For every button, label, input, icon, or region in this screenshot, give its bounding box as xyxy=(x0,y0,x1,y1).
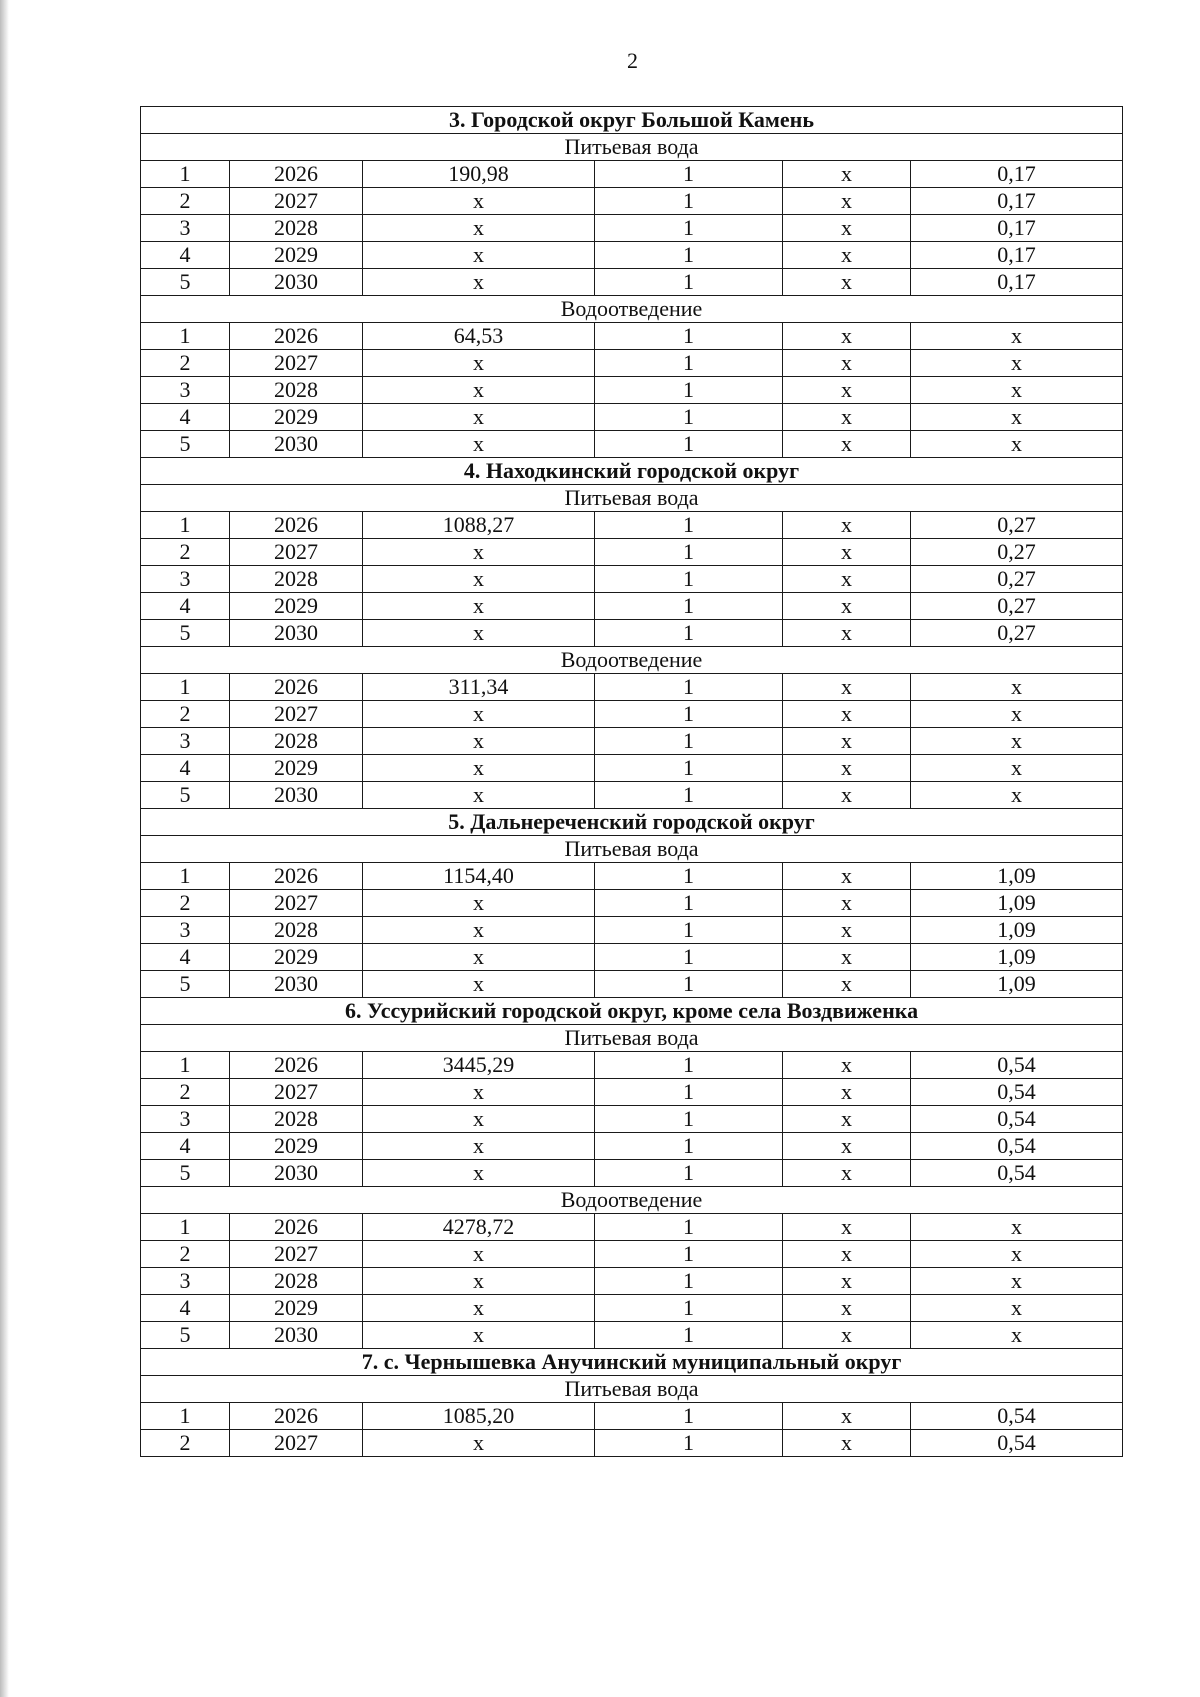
table-cell: 2026 xyxy=(230,1052,363,1079)
table-row xyxy=(141,890,1123,917)
table-cell: x xyxy=(363,1106,595,1133)
table-cell: 0,27 xyxy=(911,566,1123,593)
table-cell: 2026 xyxy=(230,1214,363,1241)
section-header-row xyxy=(141,998,1123,1025)
table-row xyxy=(141,971,1123,998)
table-cell: 1 xyxy=(595,1403,783,1430)
table-cell: 2 xyxy=(141,350,230,377)
table-row xyxy=(141,1403,1123,1430)
table-cell: 2026 xyxy=(230,161,363,188)
table-cell: 4 xyxy=(141,1295,230,1322)
table-cell: 2030 xyxy=(230,431,363,458)
table-cell: 1 xyxy=(595,917,783,944)
table-cell: 4 xyxy=(141,1133,230,1160)
table-cell: 3 xyxy=(141,1268,230,1295)
table-cell: x xyxy=(363,188,595,215)
table-cell: 4 xyxy=(141,944,230,971)
table-cell: x xyxy=(783,1214,911,1241)
table-cell: x xyxy=(911,350,1123,377)
table-cell: 0,54 xyxy=(911,1430,1123,1457)
table-cell: x xyxy=(363,431,595,458)
table-cell: x xyxy=(363,701,595,728)
table-cell: 1 xyxy=(595,323,783,350)
table-cell: x xyxy=(363,971,595,998)
table-cell: 2 xyxy=(141,701,230,728)
table-cell: 1 xyxy=(595,1268,783,1295)
group-title: Водоотведение xyxy=(141,296,1123,323)
table-cell: 2028 xyxy=(230,728,363,755)
table-cell: 1,09 xyxy=(911,971,1123,998)
table-cell: 1 xyxy=(595,1241,783,1268)
table-cell: 1 xyxy=(595,1214,783,1241)
scan-edge xyxy=(0,0,9,1697)
table-row xyxy=(141,1160,1123,1187)
table-cell: x xyxy=(783,215,911,242)
table-cell: 1 xyxy=(595,1430,783,1457)
table-row xyxy=(141,161,1123,188)
table-cell: x xyxy=(783,1160,911,1187)
section-title: 6. Уссурийский городской округ, кроме села Воздвиженка xyxy=(141,998,1123,1025)
table-cell: 0,27 xyxy=(911,539,1123,566)
table-row xyxy=(141,242,1123,269)
table-cell: 5 xyxy=(141,269,230,296)
table-cell: x xyxy=(783,1079,911,1106)
table-cell: 1 xyxy=(595,242,783,269)
table-cell: 1 xyxy=(141,1052,230,1079)
group-title: Питьевая вода xyxy=(141,485,1123,512)
group-title: Питьевая вода xyxy=(141,836,1123,863)
table-cell: 2 xyxy=(141,890,230,917)
table-cell: 0,17 xyxy=(911,161,1123,188)
table-cell: 2026 xyxy=(230,863,363,890)
table-cell: 1 xyxy=(141,161,230,188)
group-header-row xyxy=(141,296,1123,323)
table-cell: 1 xyxy=(595,701,783,728)
table-cell: 2029 xyxy=(230,944,363,971)
table-cell: 1088,27 xyxy=(363,512,595,539)
table-cell: x xyxy=(783,863,911,890)
table-cell: 2030 xyxy=(230,620,363,647)
table-cell: 0,17 xyxy=(911,269,1123,296)
table-row xyxy=(141,566,1123,593)
table-cell: 2030 xyxy=(230,971,363,998)
table-cell: x xyxy=(783,1295,911,1322)
table-cell: 2030 xyxy=(230,1160,363,1187)
table-cell: 2029 xyxy=(230,1133,363,1160)
table-cell: 1 xyxy=(595,971,783,998)
table-cell: 2028 xyxy=(230,566,363,593)
table-cell: 1 xyxy=(595,620,783,647)
table-row xyxy=(141,377,1123,404)
table-cell: 0,54 xyxy=(911,1160,1123,1187)
group-title: Водоотведение xyxy=(141,1187,1123,1214)
section-header-row xyxy=(141,458,1123,485)
table-row xyxy=(141,917,1123,944)
table-cell: 5 xyxy=(141,1322,230,1349)
table-cell: 1 xyxy=(595,890,783,917)
table-cell: 1 xyxy=(595,755,783,782)
table-cell: 1 xyxy=(141,1214,230,1241)
table-cell: x xyxy=(363,1133,595,1160)
table-row xyxy=(141,944,1123,971)
table-cell: x xyxy=(911,674,1123,701)
table-cell: x xyxy=(363,215,595,242)
table-cell: 2026 xyxy=(230,674,363,701)
table-cell: 2027 xyxy=(230,1241,363,1268)
table-cell: x xyxy=(783,1322,911,1349)
section-title: 4. Находкинский городской округ xyxy=(141,458,1123,485)
table-row xyxy=(141,215,1123,242)
table-cell: x xyxy=(911,323,1123,350)
table-cell: x xyxy=(783,1106,911,1133)
table-cell: x xyxy=(911,404,1123,431)
table-cell: 1 xyxy=(595,1133,783,1160)
table-cell: 1 xyxy=(595,1322,783,1349)
table-cell: 1 xyxy=(595,1160,783,1187)
table-cell: 1 xyxy=(141,674,230,701)
table-cell: x xyxy=(783,782,911,809)
section-title: 3. Городской округ Большой Камень xyxy=(141,107,1123,134)
table-cell: 5 xyxy=(141,1160,230,1187)
table-cell: 4 xyxy=(141,242,230,269)
table-cell: 4 xyxy=(141,755,230,782)
table-cell: x xyxy=(363,755,595,782)
table-cell: 1 xyxy=(595,1079,783,1106)
table-cell: x xyxy=(363,944,595,971)
table-cell: 2029 xyxy=(230,1295,363,1322)
table-cell: 3 xyxy=(141,728,230,755)
table-cell: 2028 xyxy=(230,1106,363,1133)
table-cell: x xyxy=(911,728,1123,755)
table-cell: x xyxy=(911,1214,1123,1241)
table-cell: 2028 xyxy=(230,215,363,242)
table-cell: 2027 xyxy=(230,188,363,215)
table-cell: 3 xyxy=(141,566,230,593)
table-cell: x xyxy=(783,1052,911,1079)
table-cell: 0,27 xyxy=(911,593,1123,620)
table-row xyxy=(141,512,1123,539)
table-cell: 1 xyxy=(595,566,783,593)
table-row xyxy=(141,1295,1123,1322)
table-cell: x xyxy=(783,593,911,620)
group-header-row xyxy=(141,836,1123,863)
table-cell: 2027 xyxy=(230,1079,363,1106)
table-cell: 2029 xyxy=(230,242,363,269)
group-header-row xyxy=(141,1025,1123,1052)
table-cell: x xyxy=(911,431,1123,458)
table-cell: x xyxy=(783,971,911,998)
table-cell: 1,09 xyxy=(911,917,1123,944)
group-title: Питьевая вода xyxy=(141,1025,1123,1052)
table-row xyxy=(141,863,1123,890)
table-row xyxy=(141,1133,1123,1160)
group-header-row xyxy=(141,1187,1123,1214)
table-cell: x xyxy=(363,890,595,917)
table-cell: 1154,40 xyxy=(363,863,595,890)
table-cell: 1 xyxy=(595,539,783,566)
table-row xyxy=(141,350,1123,377)
table-cell: x xyxy=(783,917,911,944)
table-cell: 1 xyxy=(595,728,783,755)
table-row xyxy=(141,728,1123,755)
table-cell: 1 xyxy=(595,944,783,971)
table-cell: x xyxy=(911,1295,1123,1322)
table-cell: 5 xyxy=(141,782,230,809)
table-cell: 2 xyxy=(141,1241,230,1268)
table-cell: x xyxy=(783,1268,911,1295)
table-cell: 2 xyxy=(141,1079,230,1106)
table-cell: x xyxy=(363,566,595,593)
table-cell: 1,09 xyxy=(911,890,1123,917)
table-cell: x xyxy=(363,1079,595,1106)
group-header-row xyxy=(141,134,1123,161)
table-cell: 3445,29 xyxy=(363,1052,595,1079)
table-cell: x xyxy=(783,431,911,458)
table-cell: 4278,72 xyxy=(363,1214,595,1241)
table-cell: x xyxy=(363,1268,595,1295)
table-row xyxy=(141,1214,1123,1241)
table-cell: 3 xyxy=(141,917,230,944)
table-cell: 2028 xyxy=(230,1268,363,1295)
table-cell: 1 xyxy=(595,188,783,215)
table-row xyxy=(141,1268,1123,1295)
table-cell: 1085,20 xyxy=(363,1403,595,1430)
table-cell: x xyxy=(911,377,1123,404)
table-cell: x xyxy=(363,782,595,809)
table-cell: 0,17 xyxy=(911,188,1123,215)
table-cell: 1 xyxy=(595,431,783,458)
table-cell: 1 xyxy=(141,512,230,539)
group-header-row xyxy=(141,485,1123,512)
table-cell: 1 xyxy=(595,863,783,890)
table-cell: x xyxy=(911,755,1123,782)
table-cell: 2027 xyxy=(230,539,363,566)
table-cell: 1 xyxy=(595,674,783,701)
table-cell: x xyxy=(783,188,911,215)
table-cell: 2026 xyxy=(230,512,363,539)
group-header-row xyxy=(141,1376,1123,1403)
tariff-table xyxy=(140,106,1123,1457)
table-cell: 4 xyxy=(141,404,230,431)
table-row xyxy=(141,755,1123,782)
table-cell: x xyxy=(363,917,595,944)
group-title: Питьевая вода xyxy=(141,1376,1123,1403)
table-cell: 0,54 xyxy=(911,1052,1123,1079)
table-cell: 2028 xyxy=(230,377,363,404)
table-row xyxy=(141,539,1123,566)
section-header-row xyxy=(141,107,1123,134)
table-cell: x xyxy=(783,269,911,296)
table-cell: 190,98 xyxy=(363,161,595,188)
table-cell: x xyxy=(911,1322,1123,1349)
table-cell: x xyxy=(783,242,911,269)
table-cell: x xyxy=(783,566,911,593)
table-cell: x xyxy=(363,377,595,404)
table-cell: 1 xyxy=(595,215,783,242)
table-row xyxy=(141,782,1123,809)
table-cell: 2029 xyxy=(230,755,363,782)
table-cell: 311,34 xyxy=(363,674,595,701)
table-cell: x xyxy=(363,1430,595,1457)
table-cell: x xyxy=(363,242,595,269)
table-row xyxy=(141,674,1123,701)
table-cell: x xyxy=(363,728,595,755)
table-cell: 1 xyxy=(141,863,230,890)
table-cell: 1 xyxy=(595,1295,783,1322)
table-cell: x xyxy=(783,350,911,377)
table-cell: 2 xyxy=(141,1430,230,1457)
table-cell: x xyxy=(783,512,911,539)
table-cell: 3 xyxy=(141,1106,230,1133)
table-cell: 2 xyxy=(141,188,230,215)
table-cell: x xyxy=(783,323,911,350)
table-cell: x xyxy=(363,1241,595,1268)
table-cell: x xyxy=(363,539,595,566)
table-cell: x xyxy=(783,1241,911,1268)
table-row xyxy=(141,1241,1123,1268)
table-cell: x xyxy=(783,944,911,971)
table-cell: 0,27 xyxy=(911,620,1123,647)
table-cell: 1 xyxy=(595,1106,783,1133)
table-row xyxy=(141,1106,1123,1133)
table-row xyxy=(141,188,1123,215)
section-header-row xyxy=(141,1349,1123,1376)
table-cell: 1 xyxy=(595,404,783,431)
table-row xyxy=(141,431,1123,458)
table-cell: x xyxy=(363,269,595,296)
table-row xyxy=(141,323,1123,350)
table-cell: 2027 xyxy=(230,350,363,377)
table-cell: x xyxy=(363,620,595,647)
table-cell: 0,17 xyxy=(911,242,1123,269)
table-cell: 2027 xyxy=(230,1430,363,1457)
table-cell: 3 xyxy=(141,377,230,404)
table-cell: x xyxy=(363,1295,595,1322)
table-cell: 1 xyxy=(595,161,783,188)
group-title: Водоотведение xyxy=(141,647,1123,674)
table-cell: 0,54 xyxy=(911,1403,1123,1430)
table-cell: x xyxy=(783,755,911,782)
table-cell: x xyxy=(783,539,911,566)
table-cell: 2030 xyxy=(230,1322,363,1349)
table-cell: 2030 xyxy=(230,269,363,296)
table-cell: 2030 xyxy=(230,782,363,809)
table-cell: 3 xyxy=(141,215,230,242)
table-cell: 5 xyxy=(141,620,230,647)
table-row xyxy=(141,1079,1123,1106)
table-row xyxy=(141,593,1123,620)
table-cell: 0,17 xyxy=(911,215,1123,242)
table-cell: x xyxy=(783,404,911,431)
table-cell: 1 xyxy=(595,593,783,620)
group-title: Питьевая вода xyxy=(141,134,1123,161)
table-cell: 4 xyxy=(141,593,230,620)
table-cell: x xyxy=(783,890,911,917)
table-row xyxy=(141,404,1123,431)
table-cell: 1 xyxy=(595,350,783,377)
table-cell: x xyxy=(783,728,911,755)
table-cell: 2029 xyxy=(230,593,363,620)
table-cell: x xyxy=(783,161,911,188)
table-cell: x xyxy=(783,1430,911,1457)
table-cell: x xyxy=(783,377,911,404)
table-cell: 1 xyxy=(595,512,783,539)
table-cell: 1,09 xyxy=(911,863,1123,890)
table-cell: x xyxy=(911,1241,1123,1268)
table-cell: x xyxy=(783,1133,911,1160)
page-number: 2 xyxy=(627,48,638,73)
table-cell: 1 xyxy=(595,782,783,809)
table-cell: x xyxy=(911,782,1123,809)
table-cell: x xyxy=(783,701,911,728)
section-title: 5. Дальнереченский городской округ xyxy=(141,809,1123,836)
table-cell: 1 xyxy=(595,1052,783,1079)
table-cell: 2029 xyxy=(230,404,363,431)
table-cell: 1 xyxy=(141,323,230,350)
table-cell: 0,54 xyxy=(911,1106,1123,1133)
table-cell: 5 xyxy=(141,431,230,458)
table-row xyxy=(141,269,1123,296)
table-cell: x xyxy=(363,1322,595,1349)
table-cell: 0,27 xyxy=(911,512,1123,539)
group-header-row xyxy=(141,647,1123,674)
table-cell: 2027 xyxy=(230,890,363,917)
table-row xyxy=(141,701,1123,728)
table-row xyxy=(141,1322,1123,1349)
table-cell: 5 xyxy=(141,971,230,998)
table-cell: 64,53 xyxy=(363,323,595,350)
table-cell: 1,09 xyxy=(911,944,1123,971)
table-cell: 2028 xyxy=(230,917,363,944)
table-cell: x xyxy=(363,1160,595,1187)
table-cell: x xyxy=(783,1403,911,1430)
table-cell: 0,54 xyxy=(911,1133,1123,1160)
table-cell: 0,54 xyxy=(911,1079,1123,1106)
table-cell: 2026 xyxy=(230,323,363,350)
table-cell: x xyxy=(363,350,595,377)
table-cell: 2 xyxy=(141,539,230,566)
section-header-row xyxy=(141,809,1123,836)
table-cell: 2027 xyxy=(230,701,363,728)
section-title: 7. с. Чернышевка Анучинский муниципальный округ xyxy=(141,1349,1123,1376)
table-cell: x xyxy=(363,593,595,620)
table-cell: 1 xyxy=(595,377,783,404)
table-cell: 1 xyxy=(595,269,783,296)
table-row xyxy=(141,620,1123,647)
table-cell: x xyxy=(911,701,1123,728)
table-cell: x xyxy=(783,674,911,701)
table-cell: 1 xyxy=(141,1403,230,1430)
table-cell: 2026 xyxy=(230,1403,363,1430)
table-row xyxy=(141,1430,1123,1457)
table-cell: x xyxy=(911,1268,1123,1295)
table-cell: x xyxy=(783,620,911,647)
table-row xyxy=(141,1052,1123,1079)
table-cell: x xyxy=(363,404,595,431)
